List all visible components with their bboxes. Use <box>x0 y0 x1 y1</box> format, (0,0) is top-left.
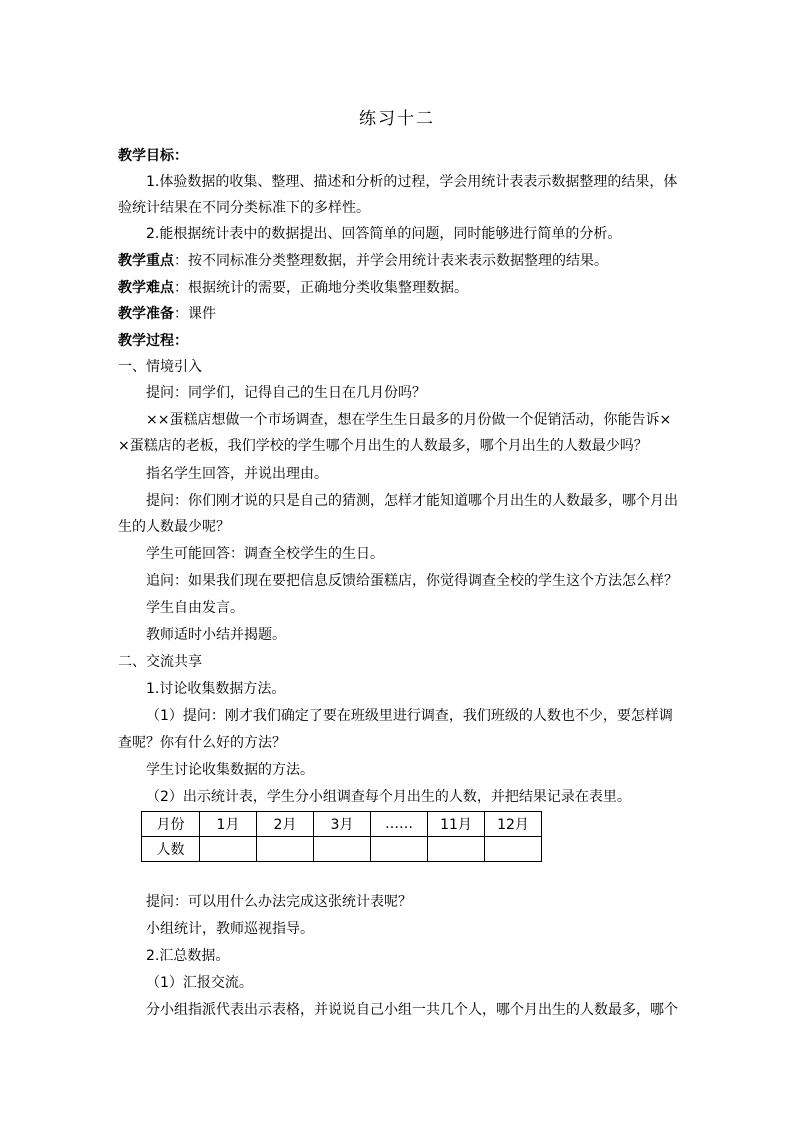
table-cell: 人数 <box>142 837 200 862</box>
key-point <box>118 251 678 271</box>
section-1-line: 教师适时小结并揭题。 <box>146 627 286 643</box>
section-1-line: 生的人数最少呢？ <box>118 519 230 535</box>
table-row <box>142 837 542 862</box>
section-2-line: 1.讨论收集数据方法。 <box>146 681 286 697</box>
table-cell <box>428 837 485 862</box>
preparation-text: ：课件 <box>174 306 216 322</box>
goal-1-line-1: 1.体验数据的收集、整理、描述和分析的过程，学会用统计表表示数据整理的结果，体 <box>146 174 678 190</box>
key-point-label: 教学重点 <box>118 253 174 269</box>
goals-label: 教学目标： <box>118 148 188 164</box>
section-1-line: 学生可能回答：调查全校学生的生日。 <box>146 546 384 562</box>
birth-month-table <box>141 811 542 862</box>
process-label: 教学过程： <box>118 333 188 349</box>
difficulty <box>118 278 678 298</box>
preparation <box>118 304 678 324</box>
section-1-line: ×蛋糕店的老板，我们学校的学生哪个月出生的人数最多，哪个月出生的人数最少吗？ <box>118 438 648 454</box>
table-header-row <box>142 812 542 837</box>
section-1-heading: 一、情境引入 <box>118 359 202 375</box>
preparation-label: 教学准备 <box>118 306 174 322</box>
section-2-heading: 二、交流共享 <box>118 654 202 670</box>
section-1-line: 指名学生回答，并说出理由。 <box>146 466 328 482</box>
section-1-line: 提问：你们刚才说的只是自己的猜测，怎样才能知道哪个月出生的人数最多，哪个月出 <box>146 493 678 509</box>
table-cell: 月份 <box>142 812 200 837</box>
section-1-line: 提问：同学们，记得自己的生日在几月份吗？ <box>146 385 426 401</box>
goal-1-line-2: 验统计结果在不同分类标准下的多样性。 <box>118 200 370 216</box>
section-2-line: 提问：可以用什么办法完成这张统计表呢？ <box>146 894 412 910</box>
key-point-text: ：按不同标准分类整理数据，并学会用统计表来表示数据整理的结果。 <box>174 253 608 269</box>
section-2-line: 学生讨论收集数据的方法。 <box>146 762 314 778</box>
table-cell: 2月 <box>257 812 314 837</box>
table-cell: 11月 <box>428 812 485 837</box>
section-2-line: （1）汇报交流。 <box>146 975 253 991</box>
table-cell: 3月 <box>314 812 371 837</box>
section-1-line: 学生自由发言。 <box>146 600 244 616</box>
difficulty-text: ：根据统计的需要，正确地分类收集整理数据。 <box>174 280 468 296</box>
table-cell <box>371 837 428 862</box>
section-2-line: 2.汇总数据。 <box>146 948 230 964</box>
table-cell: …… <box>371 812 428 837</box>
difficulty-label: 教学难点 <box>118 280 174 296</box>
section-2-line: 查呢？你有什么好的方法？ <box>118 735 286 751</box>
page-title: 练习十二 <box>359 109 435 129</box>
table-cell <box>485 837 542 862</box>
table-cell <box>200 837 257 862</box>
section-2-line: 分小组指派代表出示表格，并说说自己小组一共几个人，哪个月出生的人数最多，哪个 <box>146 1002 678 1018</box>
section-1-line: ××蛋糕店想做一个市场调查，想在学生生日最多的月份做一个促销活动，你能告诉× <box>146 412 672 428</box>
section-1-line: 追问：如果我们现在要把信息反馈给蛋糕店，你觉得调查全校的学生这个方法怎么样？ <box>146 573 678 589</box>
section-2-line: 小组统计，教师巡视指导。 <box>146 921 314 937</box>
table-cell <box>257 837 314 862</box>
table-cell: 12月 <box>485 812 542 837</box>
section-2-line: （2）出示统计表，学生分小组调查每个月出生的人数，并把结果记录在表里。 <box>146 789 631 805</box>
table-cell: 1月 <box>200 812 257 837</box>
section-2-line: （1）提问：刚才我们确定了要在班级里进行调查，我们班级的人数也不少，要怎样调 <box>146 708 673 724</box>
table-cell <box>314 837 371 862</box>
goal-2: 2.能根据统计表中的数据提出、回答简单的问题，同时能够进行简单的分析。 <box>146 226 622 242</box>
